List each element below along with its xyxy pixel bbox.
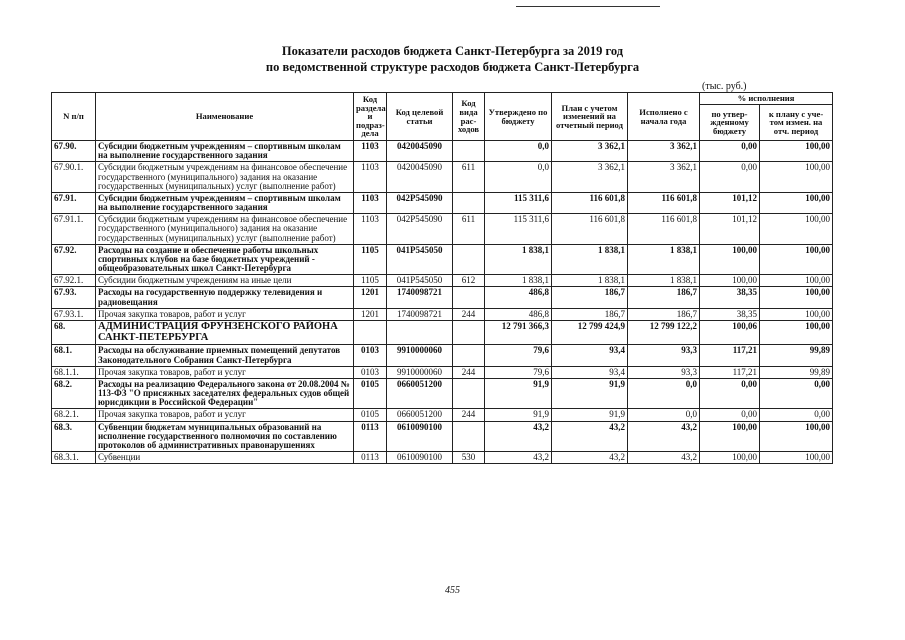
row-type: 611 bbox=[453, 214, 485, 245]
table-row bbox=[52, 366, 833, 378]
row-type: 244 bbox=[453, 409, 485, 421]
row-plan: 116 601,8 bbox=[552, 214, 628, 245]
table-row bbox=[52, 192, 833, 213]
row-target: 041P545050 bbox=[387, 244, 453, 275]
row-pct-approved: 101,12 bbox=[700, 192, 760, 213]
row-num: 68.1.1. bbox=[52, 366, 96, 378]
row-approved: 1 838,1 bbox=[485, 244, 552, 275]
row-pct-approved: 0,00 bbox=[700, 409, 760, 421]
row-pct-approved: 0,00 bbox=[700, 141, 760, 162]
row-name: Расходы на государственную поддержку телевидения и радиовещания bbox=[96, 287, 354, 308]
row-pct-plan: 99,89 bbox=[760, 366, 833, 378]
row-executed: 0,0 bbox=[628, 378, 700, 409]
row-target: 041P545050 bbox=[387, 275, 453, 287]
row-section: 1105 bbox=[354, 244, 387, 275]
row-type: 244 bbox=[453, 366, 485, 378]
row-pct-plan: 100,00 bbox=[760, 308, 833, 320]
row-approved: 43,2 bbox=[485, 421, 552, 452]
row-num: 67.93.1. bbox=[52, 308, 96, 320]
row-num: 68.1. bbox=[52, 345, 96, 366]
table-row bbox=[52, 308, 833, 320]
row-pct-approved: 100,00 bbox=[700, 421, 760, 452]
table-row bbox=[52, 162, 833, 193]
row-pct-plan: 100,00 bbox=[760, 244, 833, 275]
row-target: 9910000060 bbox=[387, 345, 453, 366]
row-name: Субсидии бюджетным учреждениям на финансовое обеспечение государственного (муниципального) задания на оказание государственных (муниципальных) услуг (выполнение работ) bbox=[96, 214, 354, 245]
row-approved: 0,0 bbox=[485, 141, 552, 162]
row-target: 0660051200 bbox=[387, 378, 453, 409]
row-num: 67.92.1. bbox=[52, 275, 96, 287]
row-plan: 93,4 bbox=[552, 345, 628, 366]
row-section: 0105 bbox=[354, 409, 387, 421]
page-number: 455 bbox=[445, 585, 460, 596]
table-row bbox=[52, 320, 833, 344]
row-executed: 1 838,1 bbox=[628, 244, 700, 275]
row-name: Прочая закупка товаров, работ и услуг bbox=[96, 409, 354, 421]
report-title-line-2: по ведомственной структуре расходов бюджета Санкт-Петербурга bbox=[265, 60, 640, 74]
row-plan: 91,9 bbox=[552, 378, 628, 409]
row-num: 67.93. bbox=[52, 287, 96, 308]
row-section: 0113 bbox=[354, 421, 387, 452]
row-pct-approved: 101,12 bbox=[700, 214, 760, 245]
row-plan: 43,2 bbox=[552, 421, 628, 452]
row-plan: 91,9 bbox=[552, 409, 628, 421]
units-label: (тыс. руб.) bbox=[702, 81, 747, 92]
row-num: 68. bbox=[52, 320, 96, 344]
row-section: 1103 bbox=[354, 162, 387, 193]
row-section: 0103 bbox=[354, 366, 387, 378]
row-approved: 12 791 366,3 bbox=[485, 320, 552, 344]
row-pct-approved: 0,00 bbox=[700, 162, 760, 193]
row-executed: 3 362,1 bbox=[628, 141, 700, 162]
table-row bbox=[52, 409, 833, 421]
row-pct-approved: 100,00 bbox=[700, 452, 760, 464]
row-plan: 93,4 bbox=[552, 366, 628, 378]
row-type bbox=[453, 320, 485, 344]
header-name: Наименование bbox=[96, 93, 354, 141]
row-section: 1105 bbox=[354, 275, 387, 287]
row-executed: 93,3 bbox=[628, 345, 700, 366]
row-type: 530 bbox=[453, 452, 485, 464]
table-row bbox=[52, 452, 833, 464]
row-plan: 3 362,1 bbox=[552, 141, 628, 162]
row-approved: 0,0 bbox=[485, 162, 552, 193]
row-plan: 43,2 bbox=[552, 452, 628, 464]
row-num: 67.90. bbox=[52, 141, 96, 162]
row-num: 68.3.1. bbox=[52, 452, 96, 464]
header-type: Код вида рас- ходов bbox=[453, 93, 485, 141]
table-row bbox=[52, 287, 833, 308]
row-pct-approved: 100,00 bbox=[700, 244, 760, 275]
row-approved: 1 838,1 bbox=[485, 275, 552, 287]
row-name: Расходы на реализацию Федерального закона от 20.08.2004 № 113-ФЗ "О присяжных заседателях федеральных судов общей юрисдикции в Российской Федерации" bbox=[96, 378, 354, 409]
row-executed: 0,0 bbox=[628, 409, 700, 421]
row-target: 0420045090 bbox=[387, 141, 453, 162]
row-pct-approved: 100,00 bbox=[700, 275, 760, 287]
header-section: Код раздела и подраз- дела bbox=[354, 93, 387, 141]
row-pct-approved: 38,35 bbox=[700, 308, 760, 320]
row-target: 1740098721 bbox=[387, 308, 453, 320]
row-name: Субсидии бюджетным учреждениям – спортивным школам на выполнение государственного задания bbox=[96, 141, 354, 162]
table-row bbox=[52, 244, 833, 275]
row-section: 1201 bbox=[354, 287, 387, 308]
row-target: 0610090100 bbox=[387, 452, 453, 464]
header-target: Код целевой статьи bbox=[387, 93, 453, 141]
row-executed: 116 601,8 bbox=[628, 192, 700, 213]
row-type bbox=[453, 244, 485, 275]
row-pct-approved: 38,35 bbox=[700, 287, 760, 308]
header-plan: План с учетом изменений на отчетный период bbox=[552, 93, 628, 141]
row-type bbox=[453, 141, 485, 162]
row-name: Субвенции bbox=[96, 452, 354, 464]
row-section: 0103 bbox=[354, 345, 387, 366]
report-title-line-1: Показатели расходов бюджета Санкт-Петербурга за 2019 год bbox=[281, 44, 624, 58]
row-name: Субсидии бюджетным учреждениям – спортивным школам на выполнение государственного задания bbox=[96, 192, 354, 213]
row-section bbox=[354, 320, 387, 344]
row-num: 67.91.1. bbox=[52, 214, 96, 245]
row-num: 67.92. bbox=[52, 244, 96, 275]
row-approved: 486,8 bbox=[485, 308, 552, 320]
row-pct-plan: 100,00 bbox=[760, 214, 833, 245]
row-name: Расходы на обслуживание приемных помещений депутатов Законодательного Собрания Санкт-Петербурга bbox=[96, 345, 354, 366]
row-plan: 1 838,1 bbox=[552, 275, 628, 287]
row-target: 9910000060 bbox=[387, 366, 453, 378]
row-executed: 186,7 bbox=[628, 287, 700, 308]
row-executed: 12 799 122,2 bbox=[628, 320, 700, 344]
row-name: Субсидии бюджетным учреждениям на финансовое обеспечение государственного (муниципального) задания на оказание государственных (муниципальных) услуг (выполнение работ) bbox=[96, 162, 354, 193]
row-type bbox=[453, 287, 485, 308]
row-pct-approved: 100,06 bbox=[700, 320, 760, 344]
row-name: Субсидии бюджетным учреждениям на иные цели bbox=[96, 275, 354, 287]
row-section: 0105 bbox=[354, 378, 387, 409]
row-pct-plan: 100,00 bbox=[760, 452, 833, 464]
header-pct-group: % исполнения bbox=[700, 93, 833, 105]
row-executed: 1 838,1 bbox=[628, 275, 700, 287]
budget-table bbox=[51, 92, 833, 464]
row-target: 042P545090 bbox=[387, 192, 453, 213]
table-body bbox=[52, 141, 833, 464]
row-plan: 3 362,1 bbox=[552, 162, 628, 193]
row-name: Прочая закупка товаров, работ и услуг bbox=[96, 366, 354, 378]
row-executed: 93,3 bbox=[628, 366, 700, 378]
row-name: Прочая закупка товаров, работ и услуг bbox=[96, 308, 354, 320]
row-plan: 186,7 bbox=[552, 308, 628, 320]
row-pct-approved: 0,00 bbox=[700, 378, 760, 409]
row-num: 68.2. bbox=[52, 378, 96, 409]
row-approved: 91,9 bbox=[485, 378, 552, 409]
row-section: 0113 bbox=[354, 452, 387, 464]
row-approved: 486,8 bbox=[485, 287, 552, 308]
table-row bbox=[52, 378, 833, 409]
row-target: 042P545090 bbox=[387, 214, 453, 245]
row-approved: 79,6 bbox=[485, 345, 552, 366]
row-num: 68.2.1. bbox=[52, 409, 96, 421]
row-name: Субвенции бюджетам муниципальных образований на исполнение государственного полномочия по составлению протоколов об административных правонарушениях bbox=[96, 421, 354, 452]
row-pct-plan: 100,00 bbox=[760, 162, 833, 193]
row-pct-plan: 100,00 bbox=[760, 421, 833, 452]
row-type bbox=[453, 192, 485, 213]
row-pct-plan: 99,89 bbox=[760, 345, 833, 366]
row-type: 612 bbox=[453, 275, 485, 287]
row-type bbox=[453, 378, 485, 409]
row-approved: 115 311,6 bbox=[485, 192, 552, 213]
row-plan: 116 601,8 bbox=[552, 192, 628, 213]
row-approved: 115 311,6 bbox=[485, 214, 552, 245]
row-type: 244 bbox=[453, 308, 485, 320]
row-num: 67.91. bbox=[52, 192, 96, 213]
row-plan: 1 838,1 bbox=[552, 244, 628, 275]
row-approved: 43,2 bbox=[485, 452, 552, 464]
row-target bbox=[387, 320, 453, 344]
row-pct-plan: 100,00 bbox=[760, 192, 833, 213]
row-approved: 91,9 bbox=[485, 409, 552, 421]
row-pct-plan: 0,00 bbox=[760, 378, 833, 409]
row-executed: 3 362,1 bbox=[628, 162, 700, 193]
row-executed: 43,2 bbox=[628, 421, 700, 452]
row-target: 1740098721 bbox=[387, 287, 453, 308]
row-name: Расходы на создание и обеспечение работы школьных спортивных клубов на базе бюджетных учреждений - общеобразовательных школ Санкт-Петербурга bbox=[96, 244, 354, 275]
row-target: 0610090100 bbox=[387, 421, 453, 452]
row-section: 1103 bbox=[354, 214, 387, 245]
table-row bbox=[52, 421, 833, 452]
row-plan: 186,7 bbox=[552, 287, 628, 308]
row-target: 0660051200 bbox=[387, 409, 453, 421]
row-name: АДМИНИСТРАЦИЯ ФРУНЗЕНСКОГО РАЙОНА САНКТ-ПЕТЕРБУРГА bbox=[96, 320, 354, 344]
row-pct-plan: 100,00 bbox=[760, 287, 833, 308]
row-num: 67.90.1. bbox=[52, 162, 96, 193]
row-section: 1103 bbox=[354, 192, 387, 213]
row-section: 1103 bbox=[354, 141, 387, 162]
table-row bbox=[52, 214, 833, 245]
row-pct-plan: 100,00 bbox=[760, 320, 833, 344]
row-pct-plan: 100,00 bbox=[760, 275, 833, 287]
row-section: 1201 bbox=[354, 308, 387, 320]
row-pct-plan: 0,00 bbox=[760, 409, 833, 421]
row-target: 0420045090 bbox=[387, 162, 453, 193]
header-num: N п/п bbox=[52, 93, 96, 141]
table-row bbox=[52, 345, 833, 366]
header-pct-approved: по утвер- жденному бюджету bbox=[700, 105, 760, 141]
row-approved: 79,6 bbox=[485, 366, 552, 378]
table-row bbox=[52, 141, 833, 162]
row-type bbox=[453, 345, 485, 366]
table-row bbox=[52, 275, 833, 287]
header-pct-plan: к плану с уче- том измен. на отч. период bbox=[760, 105, 833, 141]
row-executed: 43,2 bbox=[628, 452, 700, 464]
row-pct-plan: 100,00 bbox=[760, 141, 833, 162]
row-executed: 116 601,8 bbox=[628, 214, 700, 245]
row-executed: 186,7 bbox=[628, 308, 700, 320]
row-pct-approved: 117,21 bbox=[700, 366, 760, 378]
header-approved: Утверждено по бюджету bbox=[485, 93, 552, 141]
header-executed: Исполнено с начала года bbox=[628, 93, 700, 141]
top-rule bbox=[516, 6, 660, 7]
row-pct-approved: 117,21 bbox=[700, 345, 760, 366]
row-plan: 12 799 424,9 bbox=[552, 320, 628, 344]
row-type: 611 bbox=[453, 162, 485, 193]
row-num: 68.3. bbox=[52, 421, 96, 452]
row-type bbox=[453, 421, 485, 452]
